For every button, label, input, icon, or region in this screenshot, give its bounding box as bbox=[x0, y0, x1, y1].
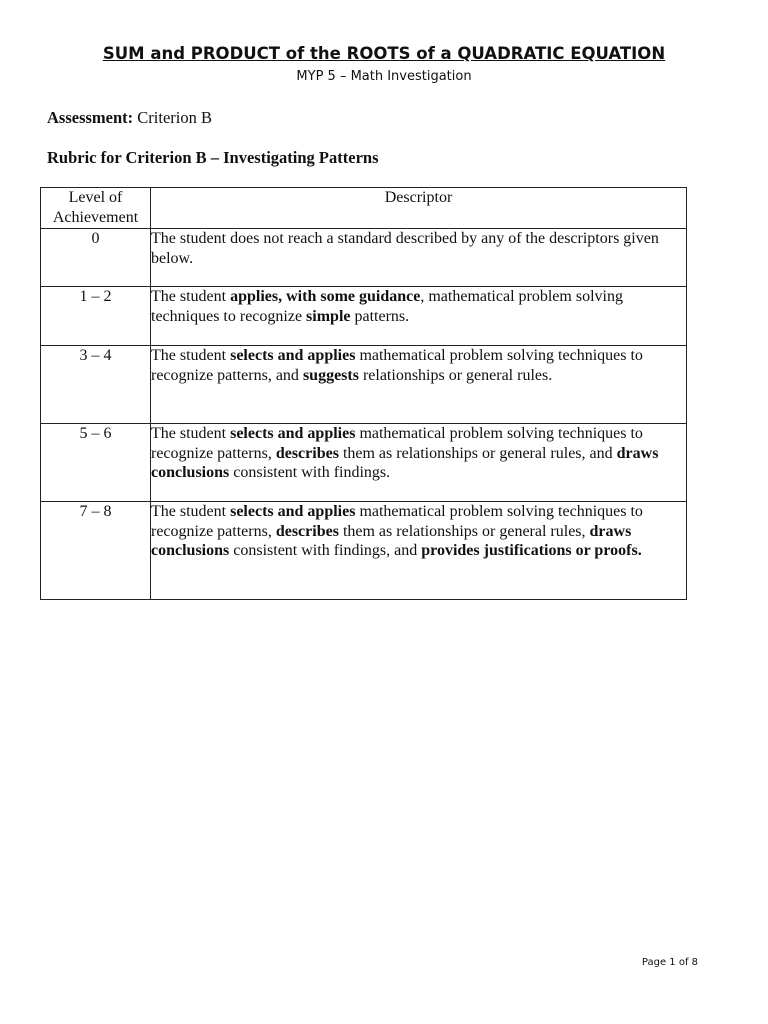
level-cell: 7 – 8 bbox=[41, 502, 151, 600]
emphasis-text: selects and applies bbox=[230, 425, 356, 442]
descriptor-text: relationships or general rules. bbox=[358, 366, 553, 384]
table-row bbox=[41, 502, 687, 600]
descriptor-cell bbox=[151, 502, 687, 600]
descriptor-text: The student bbox=[151, 347, 231, 364]
assessment-label: Assessment: bbox=[47, 108, 134, 127]
table-row bbox=[41, 424, 687, 502]
emphasis-text: describes bbox=[275, 444, 339, 462]
table-header-row bbox=[41, 188, 687, 229]
descriptor-text: them as relationships or general rules, bbox=[338, 522, 590, 540]
descriptor-text: consistent with findings, and bbox=[229, 542, 422, 559]
descriptor-text: The student bbox=[151, 288, 231, 305]
descriptor-text: The student does not reach a standard described by any of the descriptors given below. bbox=[151, 230, 659, 267]
emphasis-text: describes bbox=[275, 522, 339, 540]
level-cell: 5 – 6 bbox=[41, 424, 151, 502]
assessment-value: Criterion B bbox=[133, 108, 212, 127]
descriptor-text: mathematical problem solving techniques to recognize patterns, bbox=[151, 503, 643, 540]
descriptor-cell bbox=[151, 346, 687, 424]
descriptor-text: , mathematical problem solving techniques to recognize bbox=[151, 288, 623, 325]
descriptor-text: The student bbox=[151, 425, 231, 442]
descriptor-cell bbox=[151, 229, 687, 287]
emphasis-text: draws conclusions bbox=[151, 444, 659, 481]
document-title: SUM and PRODUCT of the ROOTS of a QUADRATIC EQUATION bbox=[102, 44, 666, 63]
descriptor-cell bbox=[151, 424, 687, 502]
level-cell: 1 – 2 bbox=[41, 287, 151, 346]
descriptor-text: The student bbox=[151, 503, 231, 520]
level-cell: 0 bbox=[41, 229, 151, 287]
page-number: Page 1 of 8 bbox=[641, 957, 698, 968]
document-subtitle: MYP 5 – Math Investigation bbox=[296, 69, 472, 84]
descriptor-text: mathematical problem solving techniques to recognize patterns, and bbox=[151, 347, 643, 384]
descriptor-text: them as relationships or general rules, and bbox=[338, 444, 617, 462]
table-row bbox=[41, 346, 687, 424]
descriptor-text: consistent with findings. bbox=[229, 464, 391, 481]
emphasis-text: simple bbox=[306, 307, 351, 325]
table-row bbox=[41, 287, 687, 346]
emphasis-text: applies, with some guidance bbox=[230, 288, 421, 305]
table-row bbox=[41, 229, 687, 287]
descriptor-column-header: Descriptor bbox=[151, 188, 687, 229]
rubric-heading: Rubric for Criterion B – Investigating Patterns bbox=[47, 148, 379, 167]
level-column-header: Level of Achievement bbox=[41, 188, 151, 229]
emphasis-text: suggests bbox=[302, 366, 359, 384]
assessment-line bbox=[47, 108, 212, 128]
emphasis-text: draws conclusions bbox=[151, 522, 632, 559]
emphasis-text: provides justifications or proofs. bbox=[421, 542, 642, 559]
descriptor-text: mathematical problem solving techniques to recognize patterns, bbox=[151, 425, 643, 462]
descriptor-cell bbox=[151, 287, 687, 346]
level-cell: 3 – 4 bbox=[41, 346, 151, 424]
emphasis-text: selects and applies bbox=[230, 503, 356, 520]
rubric-table bbox=[40, 187, 687, 600]
emphasis-text: selects and applies bbox=[230, 347, 356, 364]
descriptor-text: patterns. bbox=[350, 307, 410, 325]
